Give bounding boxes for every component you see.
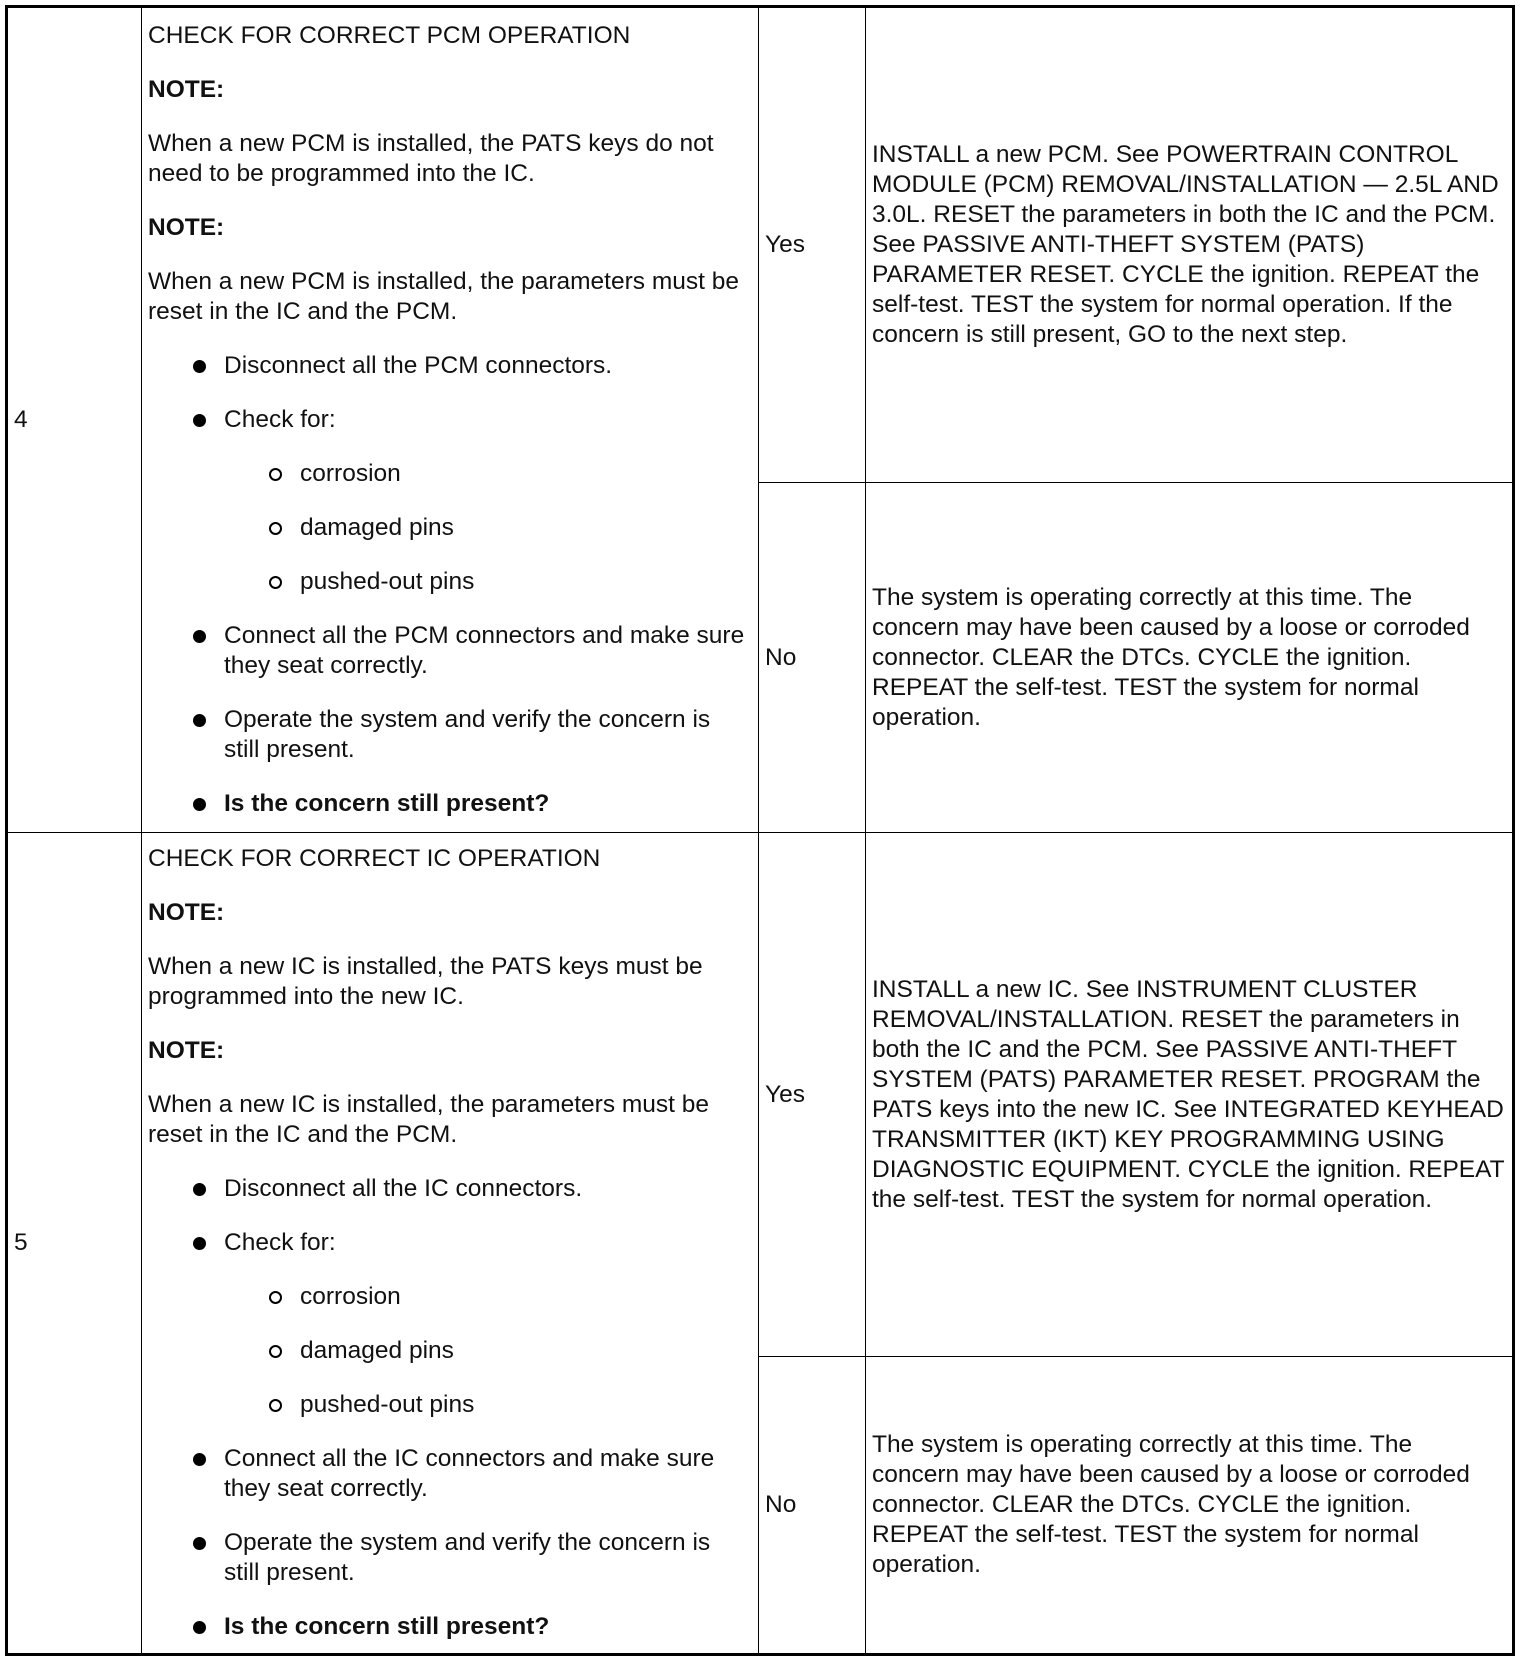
result-yes: INSTALL a new IC. See INSTRUMENT CLUSTER REMOVAL/INSTALLATION. RESET the parameters in both the IC and the PCM. See PASSIVE ANTI-THEFT SYSTEM (PATS) PARAMETER RESET. PROGRAM the PATS keys into the new IC. See INTEGRATED KEYHEAD TRANSMITTER (IKT) KEY PROGRAMMING USING DIAGNOSTIC EQUIPMENT. CYCLE the ignition. REPEAT the self-test. TEST the system for normal operation. [866,833,1514,1357]
diagnostic-table [5,5,1515,1656]
bullet-text: Disconnect all the IC connectors. [224,1175,583,1202]
step-action [142,833,759,1655]
note-text: When a new IC is installed, the PATS keys must be programmed into the new IC. [148,953,703,1010]
step-4-yes-row [7,7,1514,483]
action-list [148,1174,752,1642]
check-item: pushed-out pins [224,1390,752,1420]
result-yes: INSTALL a new PCM. See POWERTRAIN CONTROL MODULE (PCM) REMOVAL/INSTALLATION — 2.5L AND 3.0L. RESET the parameters in both the IC and the PCM. See PASSIVE ANTI-THEFT SYSTEM (PATS) PARAMETER RESET. CYCLE the ignition. REPEAT the self-test. TEST the system for normal operation. If the concern is still present, GO to the next step. [866,7,1514,483]
note-label: NOTE: [148,1037,225,1064]
bullet-text: Operate the system and verify the concern is still present. [224,1529,711,1586]
bullet-text: Check for: [224,1229,336,1256]
bullet-disconnect [148,1174,752,1204]
bullet-operate [148,705,752,765]
bullet-text: Disconnect all the PCM connectors. [224,352,613,379]
result-no: The system is operating correctly at this time. The concern may have been caused by a loose or corroded connector. CLEAR the DTCs. CYCLE the ignition. REPEAT the self-test. TEST the system for normal operation. [866,483,1514,833]
step-title: CHECK FOR CORRECT IC OPERATION [148,845,601,872]
bullet-check [148,1228,752,1420]
step-action [142,7,759,833]
answer-no: No [759,483,866,833]
bullet-disconnect [148,351,752,381]
bullet-question [148,789,752,819]
bullet-text: Connect all the IC connectors and make sure they seat correctly. [224,1445,715,1502]
check-item: corrosion [224,459,752,489]
bullet-operate [148,1528,752,1588]
answer-yes: Yes [759,7,866,483]
step-title: CHECK FOR CORRECT PCM OPERATION [148,22,631,49]
check-item: damaged pins [224,513,752,543]
question-text: Is the concern still present? [224,1613,550,1640]
result-no: The system is operating correctly at this time. The concern may have been caused by a loose or corroded connector. CLEAR the DTCs. CYCLE the ignition. REPEAT the self-test. TEST the system for normal operation. [866,1357,1514,1655]
bullet-text: Check for: [224,406,336,433]
bullet-text: Operate the system and verify the concern is still present. [224,706,711,763]
note-label: NOTE: [148,214,225,241]
step-number: 4 [7,7,142,833]
action-list [148,351,752,819]
bullet-connect [148,1444,752,1504]
bullet-question [148,1612,752,1642]
answer-no: No [759,1357,866,1655]
note-label: NOTE: [148,899,225,926]
check-item: damaged pins [224,1336,752,1366]
note-label: NOTE: [148,76,225,103]
bullet-text: Connect all the PCM connectors and make sure they seat correctly. [224,622,745,679]
step-number: 5 [7,833,142,1655]
step-5-yes-row [7,833,1514,1357]
check-item: pushed-out pins [224,567,752,597]
answer-yes: Yes [759,833,866,1357]
check-sublist [224,1282,752,1420]
check-item: corrosion [224,1282,752,1312]
check-sublist [224,459,752,597]
note-text: When a new PCM is installed, the PATS keys do not need to be programmed into the IC. [148,130,714,187]
bullet-check [148,405,752,597]
note-text: When a new IC is installed, the parameters must be reset in the IC and the PCM. [148,1091,710,1148]
question-text: Is the concern still present? [224,790,550,817]
note-text: When a new PCM is installed, the parameters must be reset in the IC and the PCM. [148,268,739,325]
bullet-connect [148,621,752,681]
